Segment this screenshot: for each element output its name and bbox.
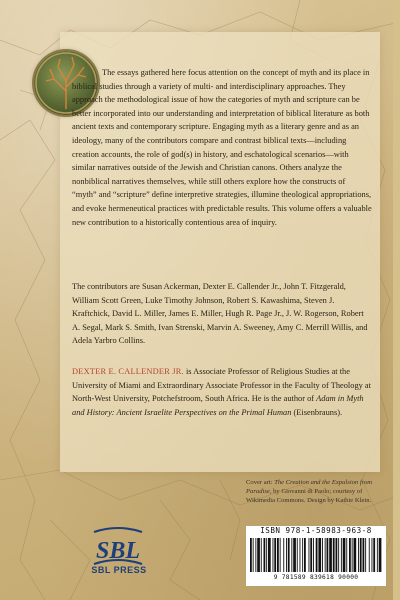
cover-credit-rest: ; courtesy of Wikimedia Commons. Design by Kathie Klein.: [246, 488, 372, 504]
barcode-bar: [277, 538, 279, 572]
barcode-bar: [377, 538, 378, 572]
barcode-bar: [286, 538, 287, 572]
barcode-bars: [250, 538, 382, 574]
barcode-bar: [327, 538, 329, 572]
barcode-bar: [257, 538, 260, 572]
barcode-bar: [352, 538, 353, 572]
barcode-bar: [333, 538, 335, 572]
barcode-box: [246, 526, 386, 586]
barcode-bar: [369, 538, 370, 572]
barcode-bar: [291, 538, 292, 572]
barcode-bar: [325, 538, 326, 572]
barcode-bar: [341, 538, 342, 572]
barcode-bar: [360, 538, 362, 572]
barcode-bar: [318, 538, 321, 572]
barcode-bar: [358, 538, 359, 572]
description-paragraph: The essays gathered here focus attention on the concept of myth and its place in biblical studies through a variety of multi- and interdisciplinary approaches. They approach the methodological issue of how the categories of myth and scripture can be better incorporated into our understanding and interpretation of biblical literature as both ancient texts and contemporary scripture. Engaging myth as a literary genre and as an ideology, many of the contributors compare and contrast biblical texts—including creation accounts, the role of god(s) in history, and eschatological scenarios—with similar narratives outside of the Jewish and Christian canons. Others analyze the nonbiblical narratives themselves, while still others explore how the constructs of “myth” and “scripture” define interpretive strategies, illumine theological appropriations, and evoke hermeneutical practices with predictable results. This volume offers a valuable new contribution to a historically contentious area of inquiry.: [72, 68, 372, 227]
barcode-bar: [253, 538, 254, 572]
barcode-bar: [310, 538, 312, 572]
barcode-bar: [349, 538, 351, 572]
barcode-bar: [266, 538, 267, 572]
author-bio-publisher: (Eisenbrauns).: [291, 407, 343, 417]
barcode-bar: [313, 538, 314, 572]
barcode-bar: [264, 538, 266, 572]
barcode-bar: [302, 538, 303, 572]
barcode-bar: [373, 538, 375, 572]
barcode-bar: [316, 538, 318, 572]
barcode-bar: [280, 538, 281, 572]
barcode-bar: [309, 538, 310, 572]
barcode-digits: [250, 574, 382, 581]
barcode-bar: [329, 538, 332, 572]
barcode-bar: [346, 538, 347, 572]
barcode-bar: [304, 538, 306, 572]
barcode-bar: [297, 538, 298, 572]
barcode-bar: [268, 538, 271, 572]
author-bio: [72, 365, 372, 419]
barcode-bar: [274, 538, 276, 572]
cover-artwork-title: The Creation and the Expulsion from Paradise: [246, 479, 373, 495]
barcode-bar: [273, 538, 274, 572]
barcode-bar: [336, 538, 338, 572]
isbn-text: [246, 526, 386, 536]
author-name: DEXTER E. CALLENDER JR.: [72, 367, 184, 376]
spine-edge: [393, 0, 400, 600]
barcode-bar: [322, 538, 323, 572]
barcode-bar: [255, 538, 256, 572]
barcode-bar: [261, 538, 262, 572]
barcode-bar: [343, 538, 346, 572]
price-code: 90000: [338, 574, 359, 581]
barcode-bar: [293, 538, 296, 572]
cover-credit-prefix: Cover art:: [246, 479, 275, 486]
author-bio-text: is Associate Professor of Religious Studies at the University of Miami and Extraordinary Associate Professor in the Faculty of Theology at North-West University, Potchefstroom, South Africa. He is the author of: [72, 367, 371, 404]
barcode-bar: [372, 538, 373, 572]
isbn-number: ISBN 978-1-58983-963-8: [260, 526, 372, 535]
barcode-bar: [283, 538, 284, 572]
cover-credit: [246, 478, 386, 505]
cover-artist: , by Giovanni di Paolo: [269, 488, 330, 495]
barcode-bar: [250, 538, 252, 572]
barcode-bar: [379, 538, 382, 572]
contributors-paragraph: The contributors are Susan Ackerman, Dexter E. Callender Jr., John T. Fitzgerald, William Scott Green, Luke Timothy Johnson, Robert S. Kawashima, Steven J. Kraftchick, David L. Miller, James E. Miller, Hugh R. Page Jr., J. W. Rogerson, Robert A. Segal, Mark S. Smith, Ivan Strenski, Marvin A. Sweeney, Amy C. Merrill Willis, and Adela Yarbro Collins.: [72, 282, 368, 346]
barcode-bar: [338, 538, 339, 572]
sbl-logo-text: SBL: [95, 538, 141, 564]
barcode-bar: [300, 538, 301, 572]
barcode-bar: [365, 538, 366, 572]
barcode-bar: [354, 538, 357, 572]
barcode-bar: [288, 538, 290, 572]
barcode-digit-string: 9 781589 839618: [273, 574, 335, 581]
author-book-title: Adam in Myth and History: Ancient Israelite Perspectives on the Primal Human: [72, 394, 364, 417]
publisher-name: SBL PRESS: [91, 565, 147, 575]
barcode-bar: [363, 538, 365, 572]
